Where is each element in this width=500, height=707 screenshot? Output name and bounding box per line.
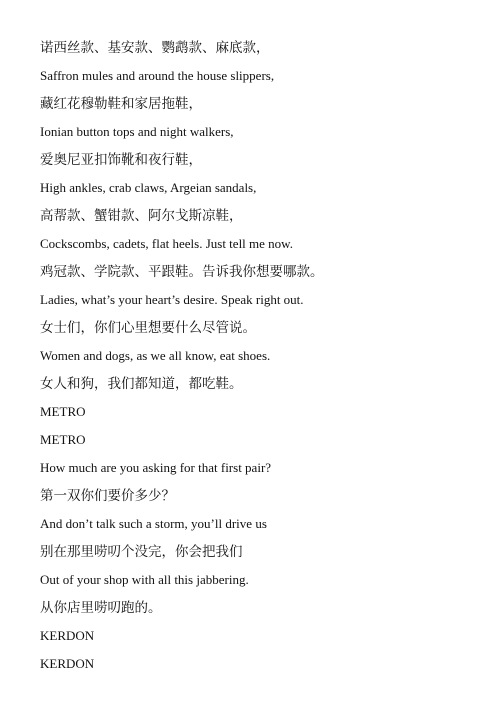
text-line-en: High ankles, crab claws, Argeian sandals, [40, 180, 257, 195]
text-line-zh: 别在那里唠叨个没完，你会把我们 [40, 544, 243, 560]
text-line-en: How much are you asking for that first pair? [40, 460, 272, 475]
text-line-en: Ionian button tops and night walkers, [40, 124, 234, 139]
text-line-en: Out of your shop with all this jabbering. [40, 572, 249, 587]
text-line-en: And don’t talk such a storm, you’ll drive us [40, 516, 267, 531]
speaker-name: KERDON [40, 656, 95, 671]
text-line-zh: 从你店里唠叨跑的。 [40, 600, 162, 616]
text-line-zh: 女人和狗，我们都知道，都吃鞋。 [40, 376, 243, 392]
text-line-en: Saffron mules and around the house slippers, [40, 68, 275, 83]
text-line-zh: 女士们，你们心里想要什么尽管说。 [40, 320, 256, 336]
text-line-zh: 诺西丝款、基安款、鹦鹉款、麻底款， [40, 40, 270, 56]
speaker-name: METRO [40, 404, 86, 419]
text-line-en: Ladies, what’s your heart’s desire. Speak right out. [40, 292, 304, 307]
text-line-zh: 鸡冠款、学院款、平跟鞋。告诉我你想要哪款。 [40, 264, 324, 280]
text-line-zh: 藏红花穆勒鞋和家居拖鞋， [40, 96, 202, 112]
speaker-name: METRO [40, 432, 86, 447]
speaker-name: KERDON [40, 628, 95, 643]
text-line-zh: 爱奥尼亚扣饰靴和夜行鞋， [40, 152, 202, 168]
text-line-en: Cockscombs, cadets, flat heels. Just tell me now. [40, 236, 293, 251]
text-line-en: Women and dogs, as we all know, eat shoes. [40, 348, 271, 363]
text-line-zh: 高帮款、蟹钳款、阿尔戈斯凉鞋， [40, 208, 243, 224]
document-page [40, 34, 480, 678]
text-line-zh: 第一双你们要价多少？ [40, 488, 175, 504]
